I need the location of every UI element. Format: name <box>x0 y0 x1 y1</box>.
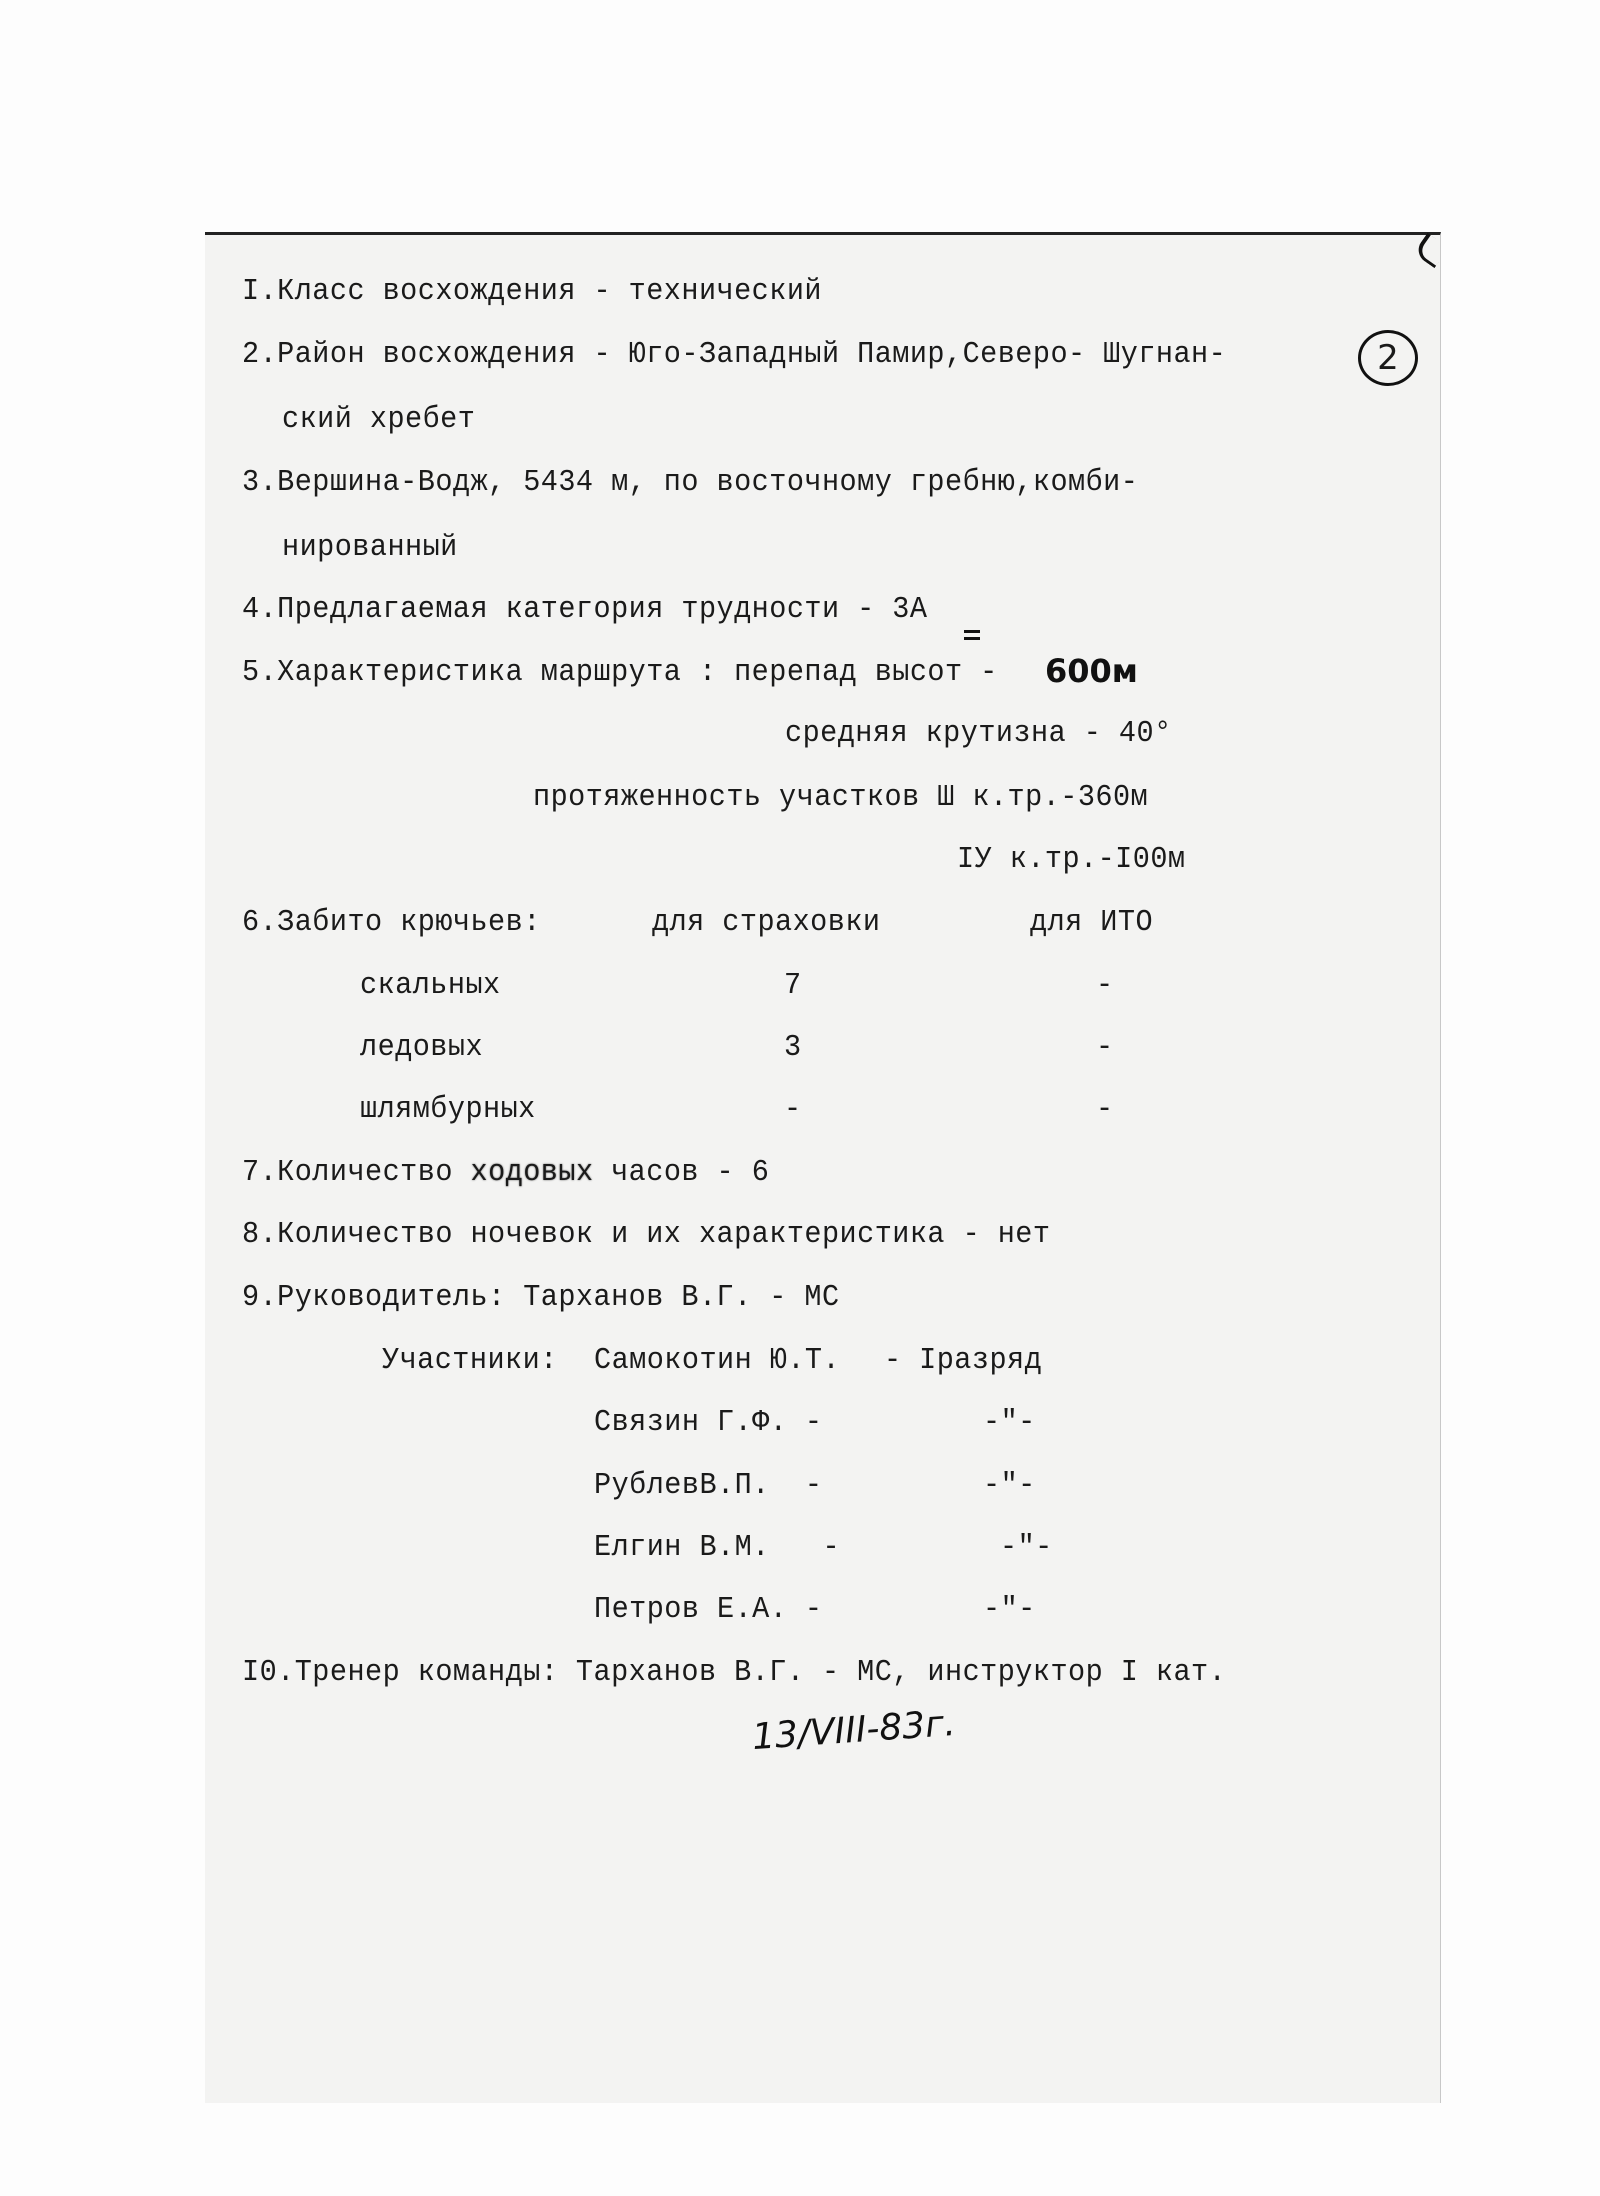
pitons-col-belay: для страховки <box>652 905 881 940</box>
piton-row-ito: - <box>1096 968 1114 1003</box>
participant-name: Елгин В.М. - <box>594 1530 841 1565</box>
piton-row-ito: - <box>1096 1092 1114 1127</box>
handwritten-underline <box>964 630 980 640</box>
item-7-hours <box>242 1155 769 1191</box>
item-6-pitons-title: 6.Забито крючьев: <box>242 905 541 940</box>
item-5-section-III: протяженность участков Ш к.тр.-360м <box>533 780 1149 815</box>
participants-label: Участники: <box>382 1343 558 1378</box>
item-9-leader: 9.Руководитель: Тарханов В.Г. - МС <box>242 1280 840 1315</box>
piton-row-belay: - <box>784 1092 802 1127</box>
piton-row-ito: - <box>1096 1030 1114 1065</box>
piton-row-type: ледовых <box>360 1030 484 1065</box>
item-3-peak: 3.Вершина-Водж, 5434 м, по восточному гребню,комби- <box>242 465 1139 500</box>
item-4-difficulty: 4.Предлагаемая категория трудности - 3А <box>242 592 928 627</box>
pitons-col-ito: для ИТО <box>1030 905 1154 940</box>
piton-row-type: скальных <box>360 968 501 1003</box>
item-5-route: 5.Характеристика маршрута : перепад высот - <box>242 655 998 690</box>
item-2-region-cont: ский хребет <box>282 402 476 437</box>
item-7-value: часов - 6 <box>611 1155 770 1190</box>
item-7-label: 7.Количество <box>242 1155 453 1190</box>
participant-name: Связин Г.Ф. - <box>594 1405 823 1440</box>
handwritten-height-gain: 600м <box>1045 652 1138 690</box>
participant-rank: -"- <box>983 1592 1036 1627</box>
participant-name: РублевВ.П. - <box>594 1468 823 1503</box>
participant-rank: -"- <box>1000 1530 1053 1565</box>
item-3-peak-cont: нированный <box>282 530 458 565</box>
item-5-section-IV: IУ к.тр.-I00м <box>957 842 1186 877</box>
participant-rank: - Iразряд <box>884 1343 1043 1378</box>
item-5-steepness: средняя крутизна - 40° <box>785 716 1172 751</box>
item-10-coach: I0.Тренер команды: Тарханов В.Г. - МС, инструктор I кат. <box>242 1655 1227 1690</box>
participant-name: Самокотин Ю.Т. <box>594 1343 841 1378</box>
item-8-bivouacs: 8.Количество ночевок и их характеристика - нет <box>242 1217 1051 1252</box>
item-2-region: 2.Район восхождения - Юго-Западный Памир,Северо- Шугнан- <box>242 337 1227 372</box>
participant-rank: -"- <box>983 1405 1036 1440</box>
piton-row-belay: 3 <box>784 1030 802 1065</box>
piton-row-belay: 7 <box>784 968 802 1003</box>
piton-row-type: шлямбурных <box>360 1092 536 1127</box>
struck-out-word: ходовых <box>470 1155 594 1190</box>
item-1-climb-class: I.Класс восхождения - технический <box>242 274 822 309</box>
page-number-circled: 2 <box>1358 330 1418 386</box>
participant-rank: -"- <box>983 1468 1036 1503</box>
participant-name: Петров Е.А. - <box>594 1592 823 1627</box>
handwritten-date: 13/VIII-83г. <box>750 1702 957 1759</box>
